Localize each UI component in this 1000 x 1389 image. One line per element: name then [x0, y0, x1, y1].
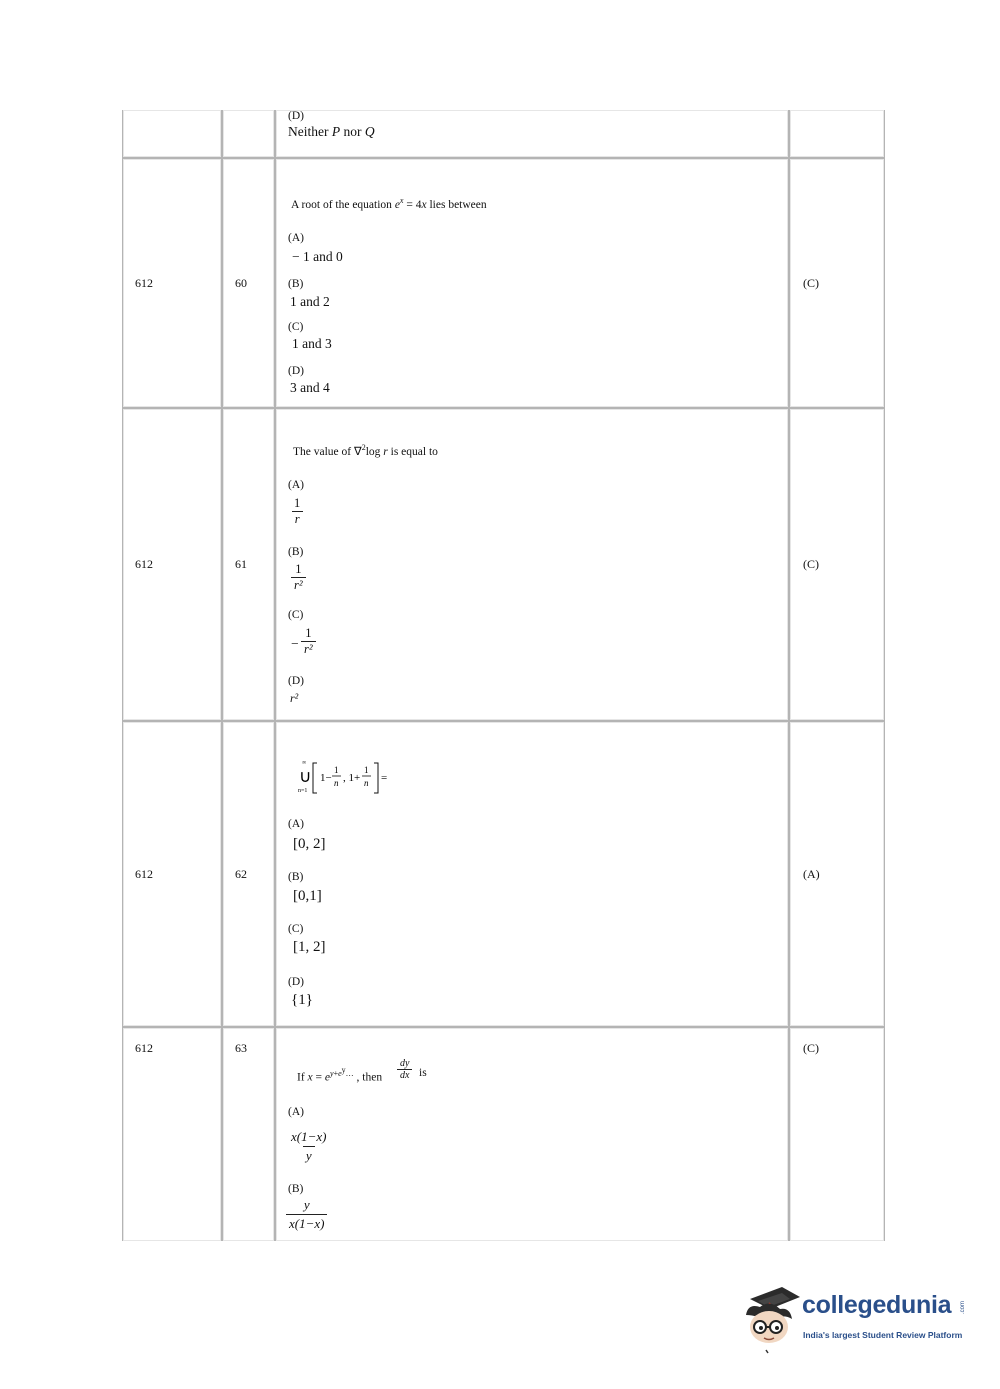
- row3-qno-cell: [222, 721, 275, 1027]
- question-text: If $x = e^{y+e^y\dots}$ , then: [297, 1065, 383, 1084]
- svg-text:n: n: [364, 778, 369, 788]
- row2-qno-cell: [222, 408, 275, 721]
- question-number: 60: [235, 276, 247, 290]
- row2-answer-cell: [789, 408, 885, 721]
- row0-paper-cell: [122, 110, 222, 158]
- option-d-value: {1}: [291, 992, 313, 1008]
- paper-number: 612: [135, 867, 153, 881]
- option-a-label: (A): [288, 1106, 304, 1118]
- row4-paper-cell: [122, 1027, 222, 1241]
- row3-question-cell: [275, 721, 789, 1027]
- row3-paper-cell: [122, 721, 222, 1027]
- svg-text:1−: 1−: [320, 772, 332, 784]
- option-c-label: (C): [288, 923, 304, 935]
- svg-text:=: =: [381, 772, 388, 784]
- option-b-value: [0,1]: [293, 888, 322, 904]
- svg-text:∪: ∪: [299, 767, 312, 786]
- option-c-label: (C): [288, 609, 304, 621]
- paper-number: 612: [135, 557, 153, 571]
- svg-text:n: n: [334, 778, 339, 788]
- row1-question-cell: [275, 158, 789, 408]
- option-a-fraction: $\frac{x(1-x)}{y}$: [291, 1129, 327, 1163]
- option-d-text: Neither P nor Q: [288, 124, 375, 139]
- row1-answer-cell: [789, 158, 885, 408]
- question-text: The value of ∇$^2$log r is equal to: [293, 443, 438, 458]
- option-d-label: (D): [288, 675, 304, 687]
- option-c-value: [1, 2]: [293, 939, 326, 955]
- option-c-label: (C): [288, 321, 304, 333]
- dy-dx-fraction: $\frac{dy}{dx}$: [397, 1058, 412, 1081]
- option-d-label: (D): [288, 365, 304, 377]
- option-c-sign: −: [291, 636, 299, 651]
- option-d-label: (D): [288, 976, 304, 988]
- answer: (C): [803, 276, 819, 290]
- option-c-value: 1 and 3: [292, 336, 332, 351]
- option-b-value: 1 and 2: [290, 294, 330, 309]
- row2-question-cell: [275, 408, 789, 721]
- option-b-fraction: $\frac{y}{x(1-x)}$: [286, 1196, 327, 1233]
- svg-text:∞: ∞: [302, 760, 307, 766]
- answer: (C): [803, 557, 819, 571]
- option-a-label: (A): [288, 818, 304, 830]
- mascot-icon: [742, 1285, 802, 1355]
- option-a-value: − 1 and 0: [292, 249, 343, 264]
- option-b-label: (B): [288, 871, 304, 883]
- option-d-label: (D): [288, 110, 304, 122]
- row2-paper-cell: [122, 408, 222, 721]
- logo-wordmark: collegedunia: [802, 1291, 952, 1319]
- option-a-value: [0, 2]: [293, 836, 326, 852]
- row0-answer-cell: [789, 110, 885, 158]
- union-expression: [296, 758, 396, 798]
- row0-qno-cell: [222, 110, 275, 158]
- row1-paper-cell: [122, 158, 222, 408]
- option-d-value: 3 and 4: [290, 380, 330, 395]
- row4-answer-cell: [789, 1027, 885, 1241]
- option-b-label: (B): [288, 546, 304, 558]
- answer: (A): [803, 867, 820, 881]
- option-b-fraction: $\frac{1}{\text{r²}}$: [291, 562, 306, 593]
- paper-number: 612: [135, 1041, 153, 1055]
- option-b-label: (B): [288, 1183, 304, 1195]
- question-text: A root of the equation $e^x = 4x$ lies between: [291, 196, 487, 211]
- row3-answer-cell: [789, 721, 885, 1027]
- svg-text:1: 1: [364, 765, 369, 775]
- row4-question-cell: [275, 1027, 789, 1241]
- option-b-label: (B): [288, 278, 304, 290]
- question-text-end: is: [419, 1067, 427, 1079]
- collegedunia-logo[interactable]: [742, 1285, 972, 1355]
- question-number: 61: [235, 557, 247, 571]
- svg-text:1: 1: [334, 765, 339, 775]
- option-c-fraction: $\frac{1}{\text{r²}}$: [301, 626, 316, 657]
- question-number: 63: [235, 1041, 247, 1055]
- answer: (C): [803, 1041, 819, 1055]
- paper-number: 612: [135, 276, 153, 290]
- row1-qno-cell: [222, 158, 275, 408]
- question-number: 62: [235, 867, 247, 881]
- option-a-label: (A): [288, 232, 304, 244]
- option-a-label: (A): [288, 479, 304, 491]
- row4-qno-cell: [222, 1027, 275, 1241]
- logo-domain: .com: [960, 1301, 966, 1315]
- logo-tagline: India's largest Student Review Platform: [803, 1330, 963, 1340]
- svg-text:, 1+: , 1+: [343, 772, 361, 784]
- svg-text:n=1: n=1: [298, 788, 308, 794]
- option-d-value: r²: [290, 691, 299, 705]
- option-a-fraction: $\frac{1}{r}$: [291, 496, 303, 527]
- row0-question-cell: [275, 110, 789, 158]
